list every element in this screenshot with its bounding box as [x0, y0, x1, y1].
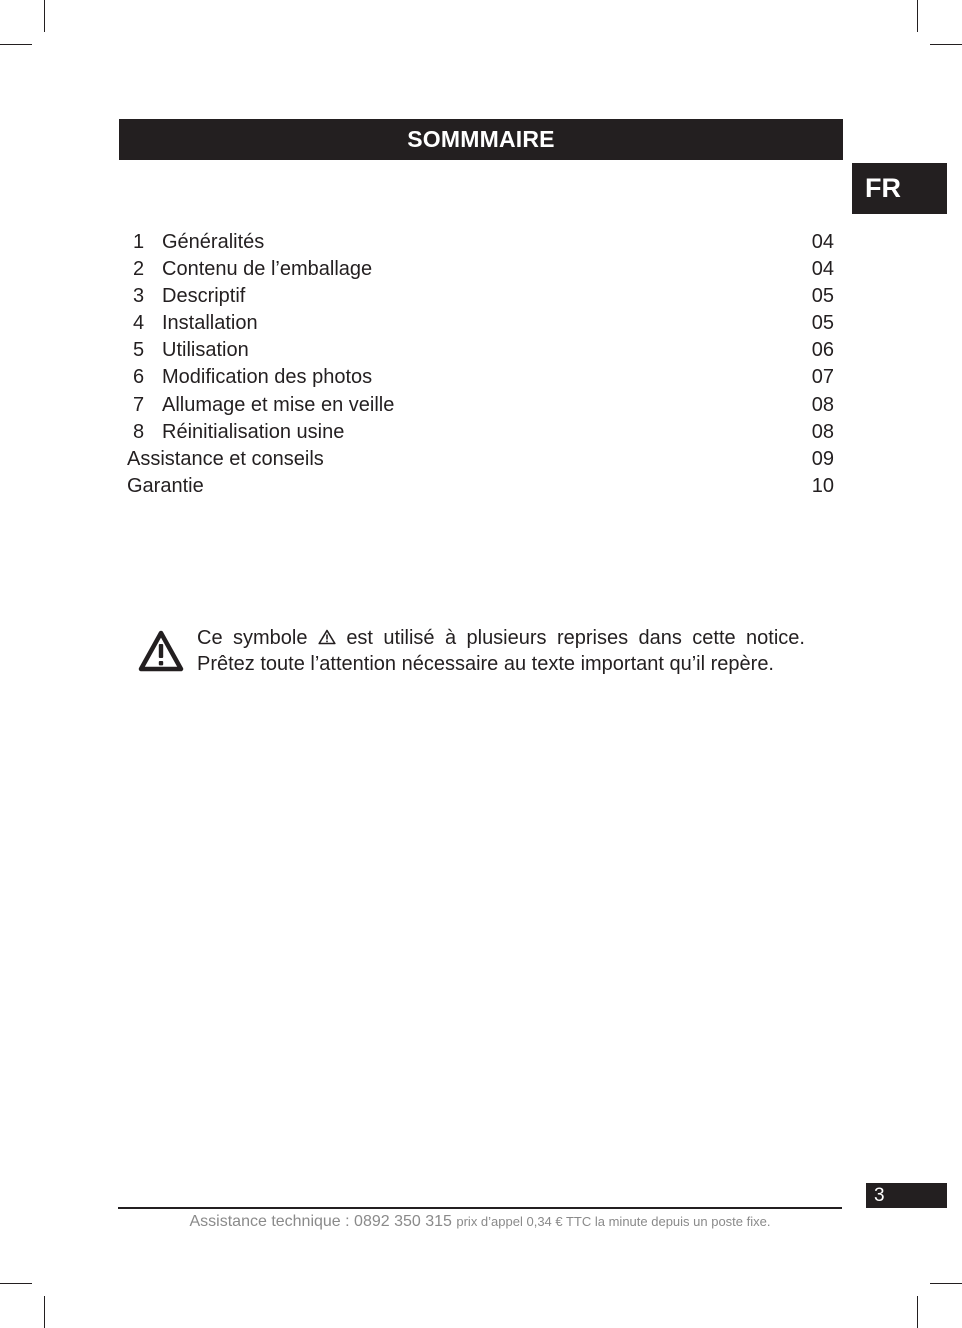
support-pricing: prix d’appel 0,34 € TTC la minute depuis un poste fixe.	[456, 1214, 771, 1229]
footer-divider	[118, 1207, 842, 1209]
page-number: 3	[866, 1183, 947, 1208]
inline-warning-icon	[318, 629, 336, 645]
toc-number: 8	[133, 420, 145, 443]
toc-label: Généralités	[162, 231, 265, 253]
crop-mark	[44, 0, 45, 32]
toc-page: 08	[811, 420, 834, 443]
notice-text-after: est utilisé à plusieurs reprises dans cette notice. Prêtez toute l’attention nécessaire au texte important qu’il repère.	[197, 627, 805, 675]
toc-label: Descriptif	[162, 285, 246, 308]
toc-label: Assistance et conseils	[127, 447, 324, 470]
toc-label: Installation	[162, 312, 258, 335]
toc-page: 04	[811, 231, 834, 253]
crop-mark	[930, 1283, 962, 1284]
toc-page: 06	[811, 339, 834, 362]
toc-label: Contenu de l’emballage	[162, 258, 373, 281]
toc-entry[interactable]	[119, 256, 834, 283]
language-tab: FR	[852, 163, 947, 214]
crop-mark	[0, 1283, 32, 1284]
toc-number: 5	[133, 339, 145, 362]
toc-entry[interactable]	[119, 473, 834, 500]
toc-label: Allumage et mise en veille	[162, 393, 395, 416]
toc-entry[interactable]	[119, 419, 834, 446]
toc-page: 05	[811, 312, 834, 335]
toc-number: 7	[133, 393, 145, 416]
crop-mark	[917, 1296, 918, 1328]
toc-entry[interactable]	[119, 229, 834, 256]
warning-triangle-icon	[138, 629, 184, 673]
table-of-contents	[119, 229, 834, 500]
toc-page: 09	[811, 447, 834, 470]
toc-page: 05	[811, 285, 834, 308]
toc-label: Réinitialisation usine	[162, 420, 345, 443]
toc-page: 07	[811, 366, 834, 389]
toc-number: 3	[133, 285, 145, 308]
toc-number: 1	[133, 231, 145, 253]
notice-text-before: Ce symbole	[197, 627, 308, 649]
toc-entry[interactable]	[119, 337, 834, 364]
footer-support	[118, 1213, 842, 1231]
toc-label: Utilisation	[162, 339, 249, 362]
toc-entry[interactable]	[119, 364, 834, 391]
crop-mark	[0, 44, 32, 45]
toc-number: 2	[133, 258, 145, 281]
toc-entry[interactable]	[119, 283, 834, 310]
toc-number: 4	[133, 312, 145, 335]
crop-mark	[917, 0, 918, 32]
toc-entry[interactable]	[119, 310, 834, 337]
notice-text	[197, 626, 805, 677]
crop-mark	[44, 1296, 45, 1328]
support-phone[interactable]: Assistance technique : 0892 350 315	[189, 1213, 452, 1230]
toc-page: 10	[811, 474, 834, 497]
toc-entry[interactable]	[119, 446, 834, 473]
toc-entry[interactable]	[119, 392, 834, 419]
toc-page: 04	[811, 258, 834, 281]
toc-number: 6	[133, 366, 145, 389]
crop-mark	[930, 44, 962, 45]
toc-page: 08	[811, 393, 834, 416]
toc-label: Garantie	[127, 474, 204, 497]
toc-label: Modification des photos	[162, 366, 373, 389]
page-title: SOMMMAIRE	[119, 119, 843, 160]
